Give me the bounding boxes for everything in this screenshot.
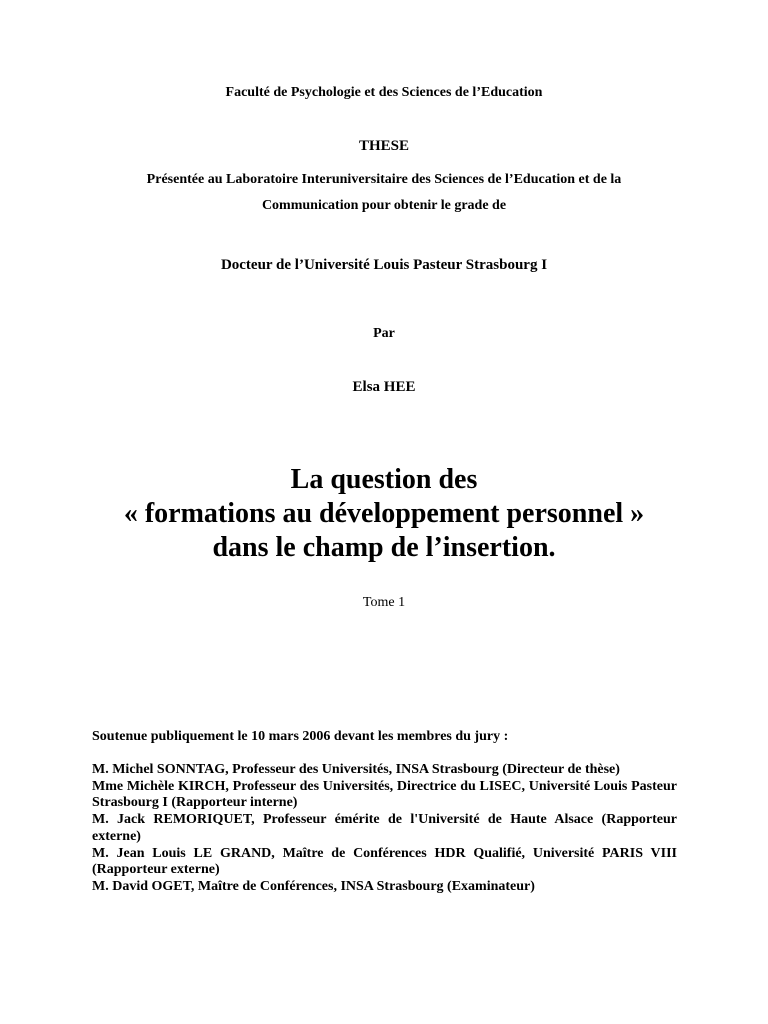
document-type: THESE (358, 138, 410, 154)
jury-member: M. Jack REMORIQUET, Professeur émérite de l'Université de Haute Alsace (Rapporteur externe) (92, 812, 677, 844)
jury-member: M. Jean Louis LE GRAND, Maître de Conférences HDR Qualifié, Université PARIS VIII (Rapporteur externe) (92, 845, 677, 878)
jury-member: M. David OGET, Maître de Conférences, INSA Strasbourg (Examinateur) (92, 878, 535, 894)
jury-member: Mme Michèle KIRCH, Professeur des Universités, Directrice du LISEC, Université Louis Pasteur Strasbourg I (Rapporteur interne) (92, 778, 677, 811)
by-label: Par (373, 326, 395, 341)
jury-heading: Soutenue publiquement le 10 mars 2006 devant les membres du jury : (92, 729, 509, 744)
faculty-name: Faculté de Psychologie et des Sciences de l’Education (225, 85, 543, 100)
presented-line-2: Communication pour obtenir le grade de (261, 198, 507, 213)
jury-list (92, 762, 677, 896)
thesis-title (0, 463, 768, 565)
thesis-title-line-2: « formations au développement personnel » (123, 498, 645, 529)
thesis-title-line-1: La question des (290, 464, 478, 495)
author-name: Elsa HEE (352, 379, 416, 395)
thesis-title-line-3: dans le champ de l’insertion. (212, 532, 556, 563)
volume-label: Tome 1 (362, 595, 406, 610)
jury-member: M. Michel SONNTAG, Professeur des Universités, INSA Strasbourg (Directeur de thèse) (92, 762, 620, 777)
presented-line-1: Présentée au Laboratoire Interuniversitaire des Sciences de l’Education et de la (146, 172, 622, 187)
degree-title: Docteur de l’Université Louis Pasteur Strasbourg I (220, 257, 548, 273)
